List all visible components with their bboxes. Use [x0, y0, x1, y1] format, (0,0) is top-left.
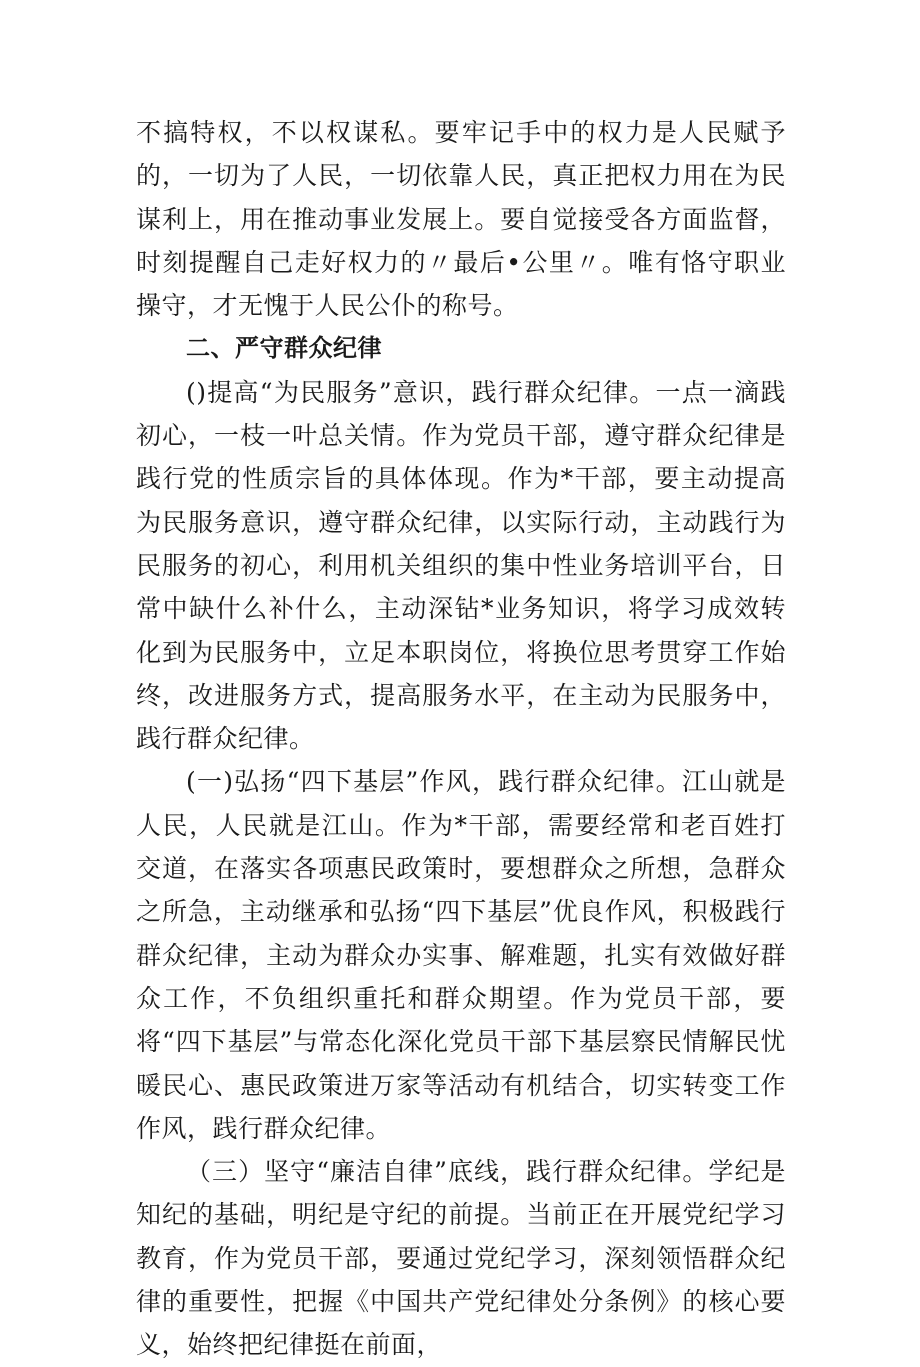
paragraph-serve-people: ()提高“为民服务”意识，践行群众纪律。一点一滴践初心，一枝一叶总关情。作为党员干部，遵守群众纪律是践行党的性质宗旨的具体体现。作为*干部，要主动提高为民服务意识，遵守群众纪律，以实际行动，主动践行为民服务的初心，利用机关组织的集中性业务培训平台，日常中缺什么补什么，主动深钻*业务知识，将学习成效转化到为民服务中，立足本职岗位，将换位思考贯穿工作始终，改进服务方式，提高服务水平，在主动为民服务中，践行群众纪律。 [136, 377, 786, 754]
paragraph-power-responsibility: 不搞特权，不以权谋私。要牢记手中的权力是人民赋予的，一切为了人民，一切依靠人民，真正把权力用在为民谋利上，用在推动事业发展上。要自觉接受各方面监督，时刻提醒自己走好权力的〃最后•公里〃。唯有恪守职业操守，才无愧于人民公仆的称号。 [136, 118, 786, 321]
document-body [136, 111, 786, 1367]
paragraph-integrity-self-discipline: （三）坚守“廉洁自律”底线，践行群众纪律。学纪是知纪的基础，明纪是守纪的前提。当前正在开展党纪学习教育，作为党员干部，要通过党纪学习，深刻领悟群众纪律的重要性，把握《中国共产党纪律处分条例》的核心要义，始终把纪律挺在前面， [136, 1157, 786, 1360]
section-heading-mass-discipline: 二、严守群众纪律 [186, 334, 382, 363]
paragraph-four-down-grassroots: (一)弘扬“四下基层”作风，践行群众纪律。江山就是人民，人民就是江山。作为*干部，需要经常和老百姓打交道，在落实各项惠民政策时，要想群众之所想，急群众之所急，主动继承和弘扬“四下基层”优良作风，积极践行群众纪律，主动为群众办实事、解难题，扎实有效做好群众工作，不负组织重托和群众期望。作为党员干部，要将“四下基层”与常态化深化党员干部下基层察民情解民忧暖民心、惠民政策进万家等活动有机结合，切实转变工作作风，践行群众纪律。 [136, 767, 786, 1143]
